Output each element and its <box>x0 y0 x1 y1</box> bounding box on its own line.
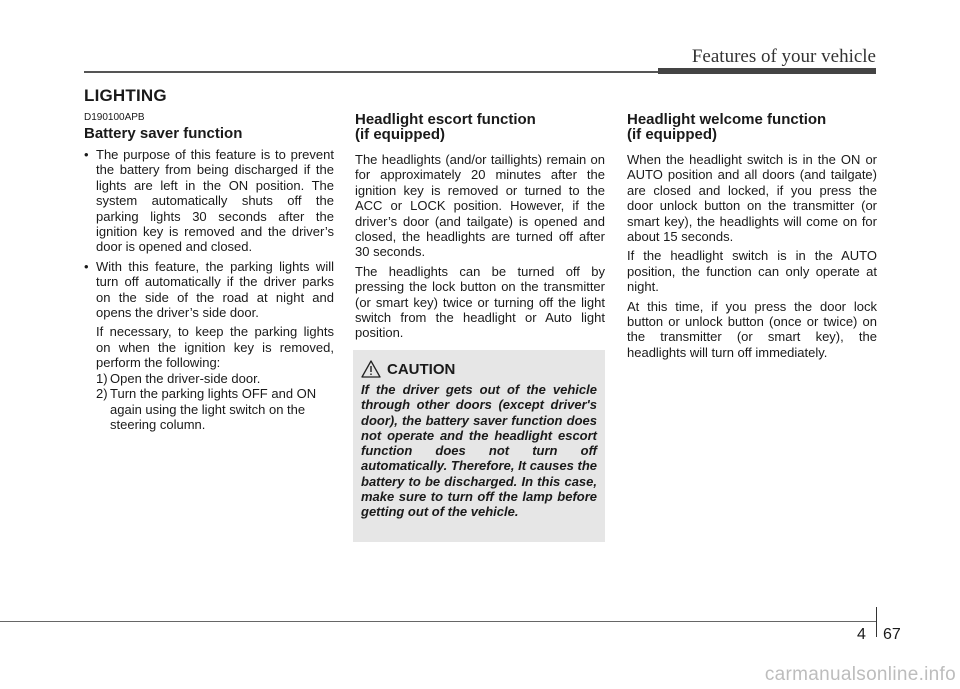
step-text: Turn the parking lights OFF and ON again using the light switch on the steering column. <box>110 386 317 432</box>
caution-box <box>353 350 605 542</box>
caution-title: CAUTION <box>387 360 456 378</box>
step-text: Open the driver-side door. <box>110 370 261 386</box>
headlight-escort-heading <box>355 112 605 142</box>
header-rule-accent <box>658 68 876 74</box>
chapter-number: 4 <box>857 626 866 643</box>
heading-line: (if equipped) <box>355 126 445 143</box>
paragraph: At this time, if you press the door lock button or unlock button (once or twice) on the transmitter (or smart key), the headlights will turn off immediately. <box>627 298 877 360</box>
paragraph: The headlights (and/or taillights) remain on for approximately 20 minutes after the ignition key is removed or turned to the ACC or LOCK position. However, if the driver’s door (and tailgate) is opened and closed, the headlights are turned off after 30 seconds. <box>355 152 605 260</box>
step-item <box>84 371 334 386</box>
column-headlight-welcome <box>627 112 877 364</box>
list-item <box>84 259 334 321</box>
warning-triangle-icon <box>361 360 381 378</box>
section-title: LIGHTING <box>84 86 167 105</box>
heading-line: Headlight escort function <box>355 111 536 128</box>
watermark: carmanualsonline.info <box>764 664 956 685</box>
bullet-icon: • <box>84 147 89 162</box>
footer-rule <box>0 621 876 622</box>
page-divider <box>876 607 877 637</box>
bullet-text: With this feature, the parking lights will turn off automatically if the driver parks on the side of the road at night and opens the driver’s side door. <box>96 258 334 321</box>
indent-paragraph: If necessary, to keep the parking lights on when the ignition key is removed, perform the following: <box>96 324 334 371</box>
step-number: 1) <box>96 370 108 386</box>
step-number: 2) <box>96 386 108 402</box>
paragraph: The headlights can be turned off by pressing the lock button on the transmitter (or smart key) twice or turning off the light switch from the headlight or Auto light position. <box>355 263 605 341</box>
bullet-text: The purpose of this feature is to prevent the battery from being discharged if the lights are left in the ON position. The system automatically shuts off the parking lights 30 seconds after the ignition key is removed and the driver’s door is opened and closed. <box>96 147 334 255</box>
heading-line: (if equipped) <box>627 126 717 143</box>
page-number: 67 <box>883 626 901 643</box>
caution-header <box>361 360 597 378</box>
battery-saver-heading: Battery saver function <box>84 125 243 142</box>
list-item <box>84 147 334 255</box>
heading-line: Headlight welcome function <box>627 111 827 128</box>
paragraph: When the headlight switch is in the ON or AUTO position and all doors (and tailgate) are closed and locked, if you press the door unlock button on the transmitter (or smart key), the headlights will come on for about 15 seconds. <box>627 152 877 245</box>
header-title: Features of your vehicle <box>691 46 876 67</box>
paragraph: If the headlight switch is in the AUTO position, the function can only operate at night. <box>627 248 877 295</box>
column-battery-saver <box>84 112 334 432</box>
headlight-welcome-heading <box>627 112 877 142</box>
caution-text: If the driver gets out of the vehicle through other doors (except driver's door), the battery saver function does not operate and the headlight escort function does not turn off automatically. Therefore, It causes the battery to be discharged. In this case, make sure to turn off the lamp before getting out of the vehicle. <box>361 382 597 520</box>
column-headlight-escort <box>355 112 605 345</box>
section-code: D190100APB <box>84 112 145 123</box>
bullet-icon: • <box>84 258 89 274</box>
step-item <box>84 386 334 432</box>
